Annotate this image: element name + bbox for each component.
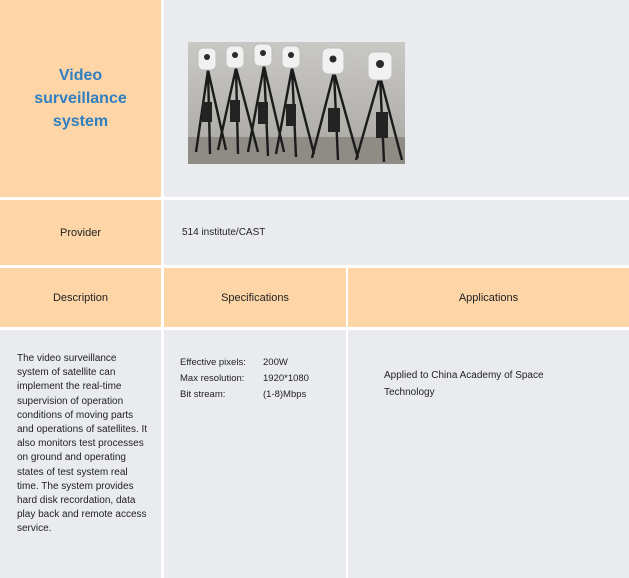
- product-title: Video surveillance system: [34, 67, 127, 130]
- applications-header-label: Applications: [458, 291, 519, 304]
- spec-row: [180, 371, 346, 387]
- provider-value-cell: [164, 200, 629, 265]
- product-photo: [188, 42, 405, 164]
- spec-row: [180, 387, 346, 403]
- spec-key: Effective pixels:: [180, 357, 246, 368]
- spec-value: 200W: [263, 357, 288, 368]
- spec-value: 1920*1080: [263, 373, 309, 384]
- photo-cell: [164, 0, 629, 197]
- specifications-header-label: Specifications: [221, 291, 289, 304]
- provider-value: 514 institute/CAST: [182, 227, 266, 238]
- applications-header: [348, 268, 629, 327]
- specifications-cell: [164, 330, 346, 578]
- specifications-header: [164, 268, 346, 327]
- description-cell: [0, 330, 161, 578]
- description-header: [0, 268, 161, 327]
- spec-value: (1-8)Mbps: [263, 389, 307, 400]
- spec-row: [180, 355, 346, 371]
- title-cell: [0, 0, 161, 197]
- applications-cell: [348, 330, 629, 578]
- description-header-label: Description: [52, 291, 109, 304]
- provider-label-cell: [0, 200, 161, 265]
- spec-key: Max resolution:: [180, 373, 245, 384]
- description-text: The video surveillance system of satellite can implement the real-time supervision of operation conditions of moving parts and operations of satellites. It also monitors test processes on ground and operating states of test system real time. The system provides hard disk recordation, data play back and remote access service.: [17, 353, 148, 535]
- applications-text: Applied to China Academy of Space Technology: [384, 370, 544, 398]
- spec-key: Bit stream:: [180, 389, 226, 400]
- provider-label: Provider: [60, 226, 101, 239]
